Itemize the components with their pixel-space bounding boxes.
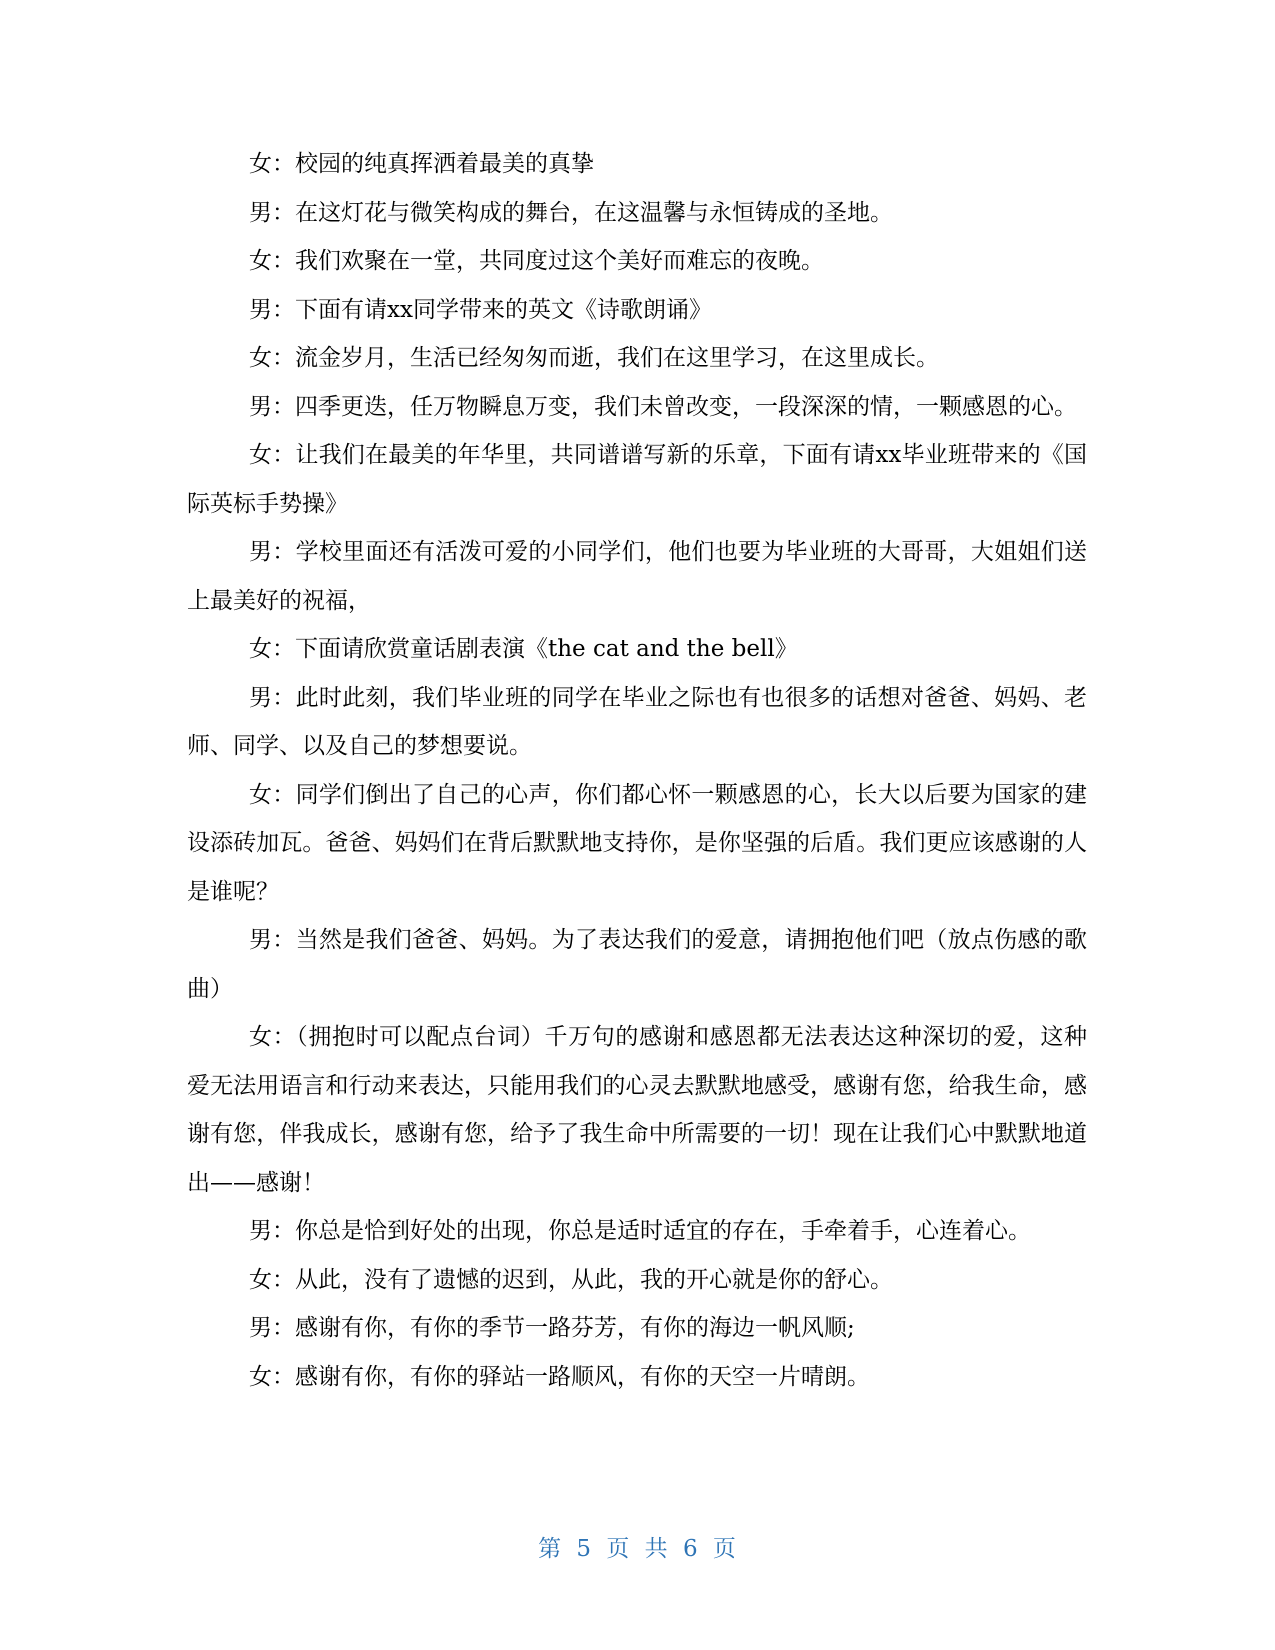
paragraph: 女：感谢有你，有你的驿站一路顺风，有你的天空一片晴朗。 xyxy=(249,1363,870,1390)
page-unit: 页 xyxy=(606,1536,631,1562)
paragraph: 男：当然是我们爸爸、妈妈。为了表达我们的爱意，请拥抱他们吧（放点伤感的歌曲） xyxy=(187,927,1087,1002)
paragraph: 女：我们欢聚在一堂，共同度过这个美好而难忘的夜晚。 xyxy=(249,248,824,274)
paragraph: 女：让我们在最美的年华里，共同谱谱写新的乐章，下面有请xx毕业班带来的《国际英标手势操》 xyxy=(187,442,1087,517)
paragraph: 男：下面有请xx同学带来的英文《诗歌朗诵》 xyxy=(249,296,712,323)
page-label: 第 xyxy=(538,1536,563,1562)
paragraph: 女：流金岁月，生活已经匆匆而逝，我们在这里学习，在这里成长。 xyxy=(249,345,939,371)
paragraph: 女：校园的纯真挥洒着最美的真挚 xyxy=(249,151,594,177)
paragraph: 男：此时此刻，我们毕业班的同学在毕业之际也有也很多的话想对爸爸、妈妈、老师、同学、以及自己的梦想要说。 xyxy=(187,684,1087,759)
paragraph: 男：学校里面还有活泼可爱的小同学们，他们也要为毕业班的大哥哥，大姐姐们送上最美好的祝福， xyxy=(187,539,1087,614)
page-footer xyxy=(0,1530,1275,1563)
page-number: 5 xyxy=(576,1536,593,1562)
paragraph: 男：四季更迭，任万物瞬息万变，我们未曾改变，一段深深的情，一颗感恩的心。 xyxy=(249,393,1077,420)
document-body xyxy=(187,140,1087,1401)
paragraph: 女：下面请欣赏童话剧表演《the cat and the bell》 xyxy=(249,636,798,662)
total-pages: 6 xyxy=(682,1536,699,1562)
paragraph: 女：同学们倒出了自己的心声，你们都心怀一颗感恩的心，长大以后要为国家的建设添砖加瓦。爸爸、妈妈们在背后默默地支持你，是你坚强的后盾。我们更应该感谢的人是谁呢？ xyxy=(187,781,1087,905)
total-label: 共 xyxy=(644,1536,669,1562)
paragraph: 男：感谢有你，有你的季节一路芬芳，有你的海边一帆风顺; xyxy=(249,1315,855,1341)
paragraph: 男：在这灯花与微笑构成的舞台，在这温馨与永恒铸成的圣地。 xyxy=(249,199,893,226)
paragraph: 女：从此，没有了遗憾的迟到，从此，我的开心就是你的舒心。 xyxy=(249,1266,893,1293)
paragraph: 女：（拥抱时可以配点台词）千万句的感谢和感恩都无法表达这种深切的爱，这种爱无法用语言和行动来表达，只能用我们的心灵去默默地感受，感谢有您，给我生命，感谢有您，伴我成长，感谢有您，给予了我生命中所需要的一切！现在让我们心中默默地道出——感谢！ xyxy=(187,1024,1087,1196)
paragraph: 男：你总是恰到好处的出现，你总是适时适宜的存在，手牵着手，心连着心。 xyxy=(249,1218,1031,1244)
total-unit: 页 xyxy=(712,1536,737,1562)
